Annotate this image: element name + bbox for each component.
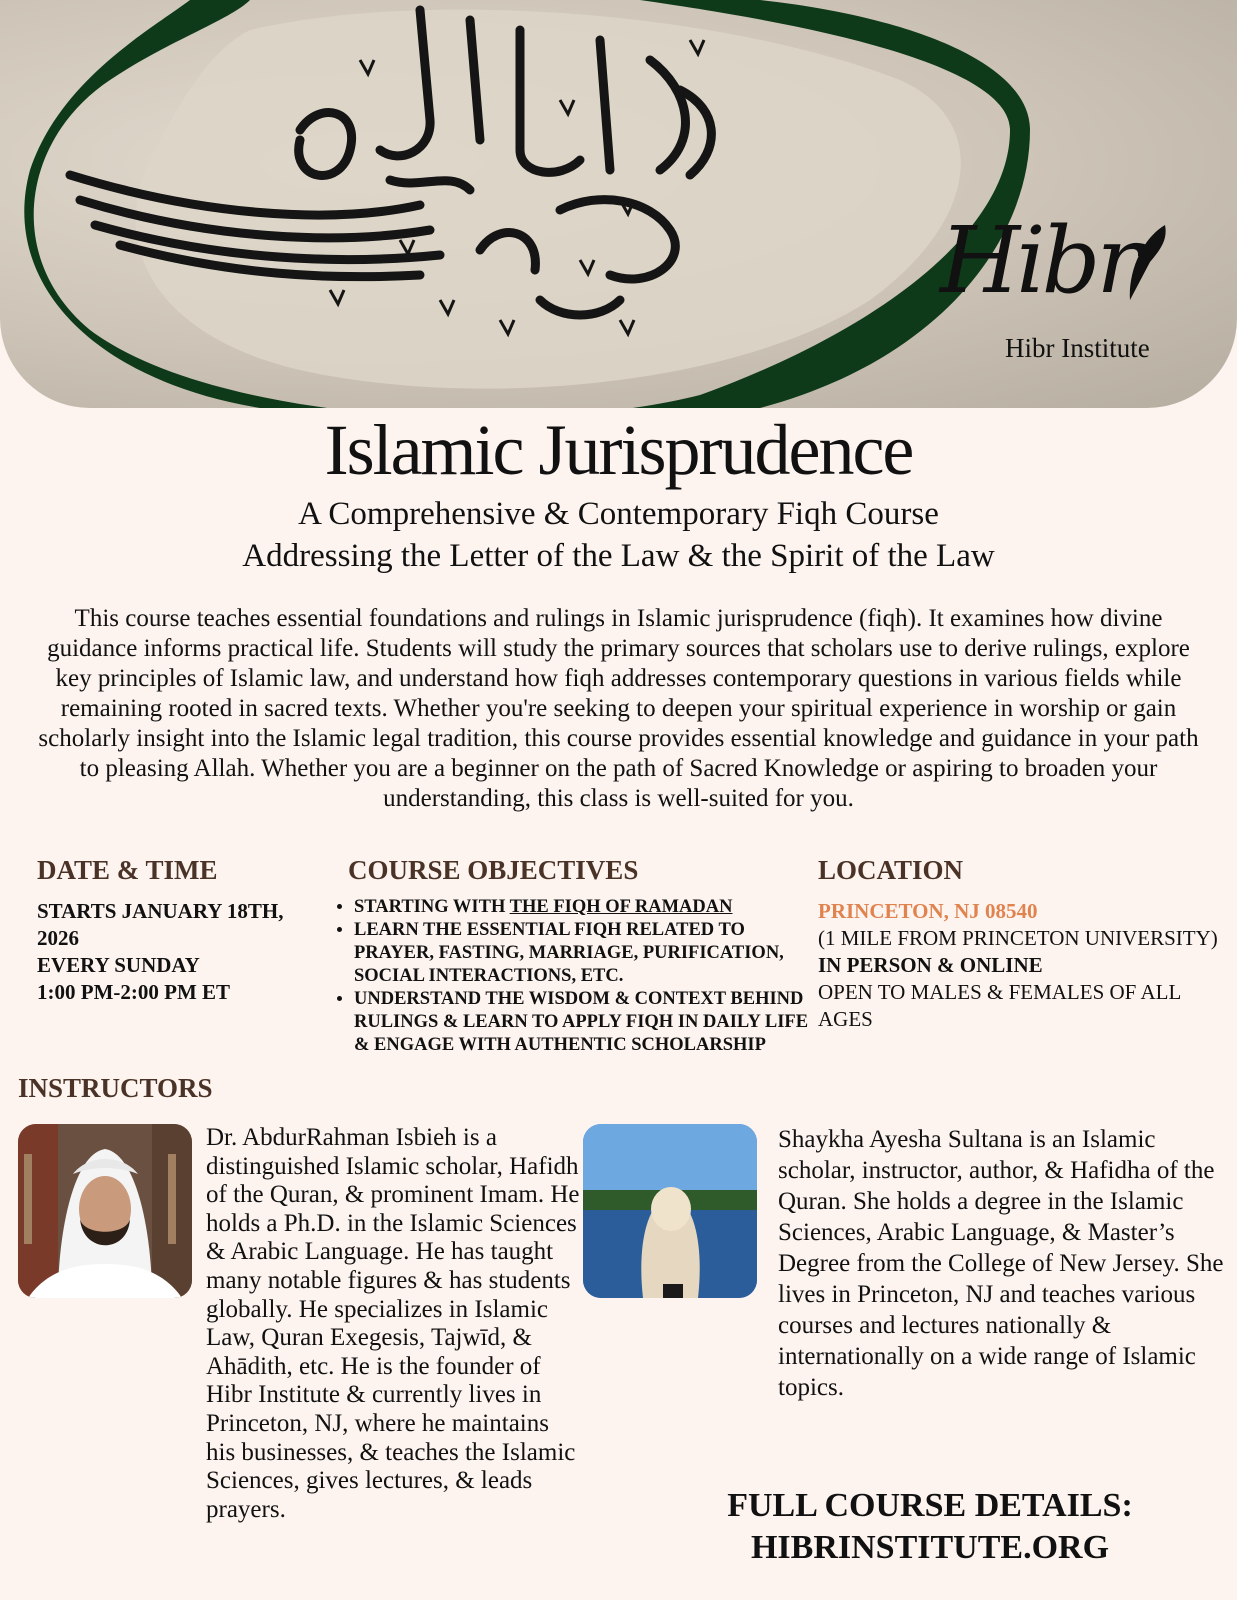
course-description: This course teaches essential foundations and rulings in Islamic jurisprudence (fiqh). It examines how divine guidance informs practical life. Students will study the primary sources that scholars use to derive rulings, explore key principles of Islamic law, and understand how fiqh addresses contemporary questions in various fields while remaining rooted in sacred texts. Whether you're seeking to deepen your spiritual experience in worship or gain scholarly insight into the Islamic legal tradition, this course provides essential knowledge and guidance in your path to pleasing Allah. Whether you are a beginner on the path of Sacred Knowledge or aspiring to broaden your understanding, this class is well-suited for you. xyxy=(38,605,1199,812)
page-title: Islamic Jurisprudence xyxy=(324,410,913,490)
hero-calligraphy-image xyxy=(0,0,1237,408)
objectives-list xyxy=(330,896,824,1057)
subtitle-line-1: A Comprehensive & Contemporary Fiqh Course xyxy=(298,496,939,532)
instructors-heading: INSTRUCTORS xyxy=(18,1073,213,1103)
attendance-mode: IN PERSON & ONLINE xyxy=(818,953,1043,977)
date-time-heading: DATE & TIME xyxy=(37,855,218,885)
instructor-1-bio: Dr. AbdurRahman Isbieh is a distinguished Islamic scholar, Hafidh of the Quran, & prominent Imam. He holds a Ph.D. in the Islamic Sciences & Arabic Language. He has taught many notable figures & has students globally. He specializes in Islamic Law, Quran Exegesis, Tajwīd, & Ahādith, etc. He is the founder of Hibr Institute & currently lives in Princeton, NJ, where he maintains his businesses, & teaches the Islamic Sciences, gives lectures, & leads prayers. xyxy=(206,1124,580,1523)
instructor-2-photo xyxy=(583,1124,757,1298)
hibr-institute-logo xyxy=(930,207,1180,365)
woman-by-lake-image xyxy=(583,1124,757,1298)
fiqh-of-ramadan-link[interactable]: THE FIQH OF RAMADAN xyxy=(509,897,733,917)
objective-item: • UNDERSTAND THE WISDOM & CONTEXT BEHIND RULINGS & LEARN TO APPLY FIQH IN DAILY LIFE & ENGAGE WITH AUTHENTIC SCHOLARSHIP xyxy=(354,988,824,1057)
website-link[interactable]: HIBRINSTITUTE.ORG xyxy=(750,1529,1110,1566)
objective-1-prefix: STARTING WITH xyxy=(354,897,510,917)
location-distance: (1 MILE FROM PRINCETON UNIVERSITY) xyxy=(818,926,1218,950)
location-block xyxy=(818,898,1218,1033)
instructor-2-bio: Shaykha Ayesha Sultana is an Islamic scholar, instructor, author, & Hafidha of the Quran. She holds a degree in the Islamic Sciences, Arabic Language, & Master’s Degree from the College of New Jersey. She lives in Princeton, NJ and teaches various courses and lectures nationally & internationally on a wide range of Islamic topics. xyxy=(778,1126,1224,1401)
logo-script-text: Hibr xyxy=(940,207,1137,314)
full-details-label: FULL COURSE DETAILS: xyxy=(727,1487,1133,1524)
location-heading: LOCATION xyxy=(818,855,964,885)
location-city: PRINCETON, NJ 08540 xyxy=(818,899,1038,923)
meeting-time: 1:00 PM-2:00 PM ET xyxy=(37,980,231,1004)
course-objectives-heading: COURSE OBJECTIVES xyxy=(348,855,639,885)
audience-info: OPEN TO MALES & FEMALES OF ALL AGES xyxy=(818,980,1181,1031)
man-portrait-image xyxy=(18,1124,192,1298)
date-time-block xyxy=(37,898,327,1006)
objective-item xyxy=(354,896,824,919)
logo-name-text: Hibr Institute xyxy=(1005,333,1150,363)
parchment-oval xyxy=(135,10,960,389)
start-date: STARTS JANUARY 18TH, 2026 xyxy=(37,899,284,950)
meeting-day: EVERY SUNDAY xyxy=(37,953,200,977)
objective-item: • LEARN THE ESSENTIAL FIQH RELATED TO PRAYER, FASTING, MARRIAGE, PURIFICATION, SOCIAL INTERACTIONS, ETC. xyxy=(354,919,824,988)
instructor-1-photo xyxy=(18,1124,192,1298)
subtitle-line-2: Addressing the Letter of the Law & the Spirit of the Law xyxy=(242,538,995,574)
